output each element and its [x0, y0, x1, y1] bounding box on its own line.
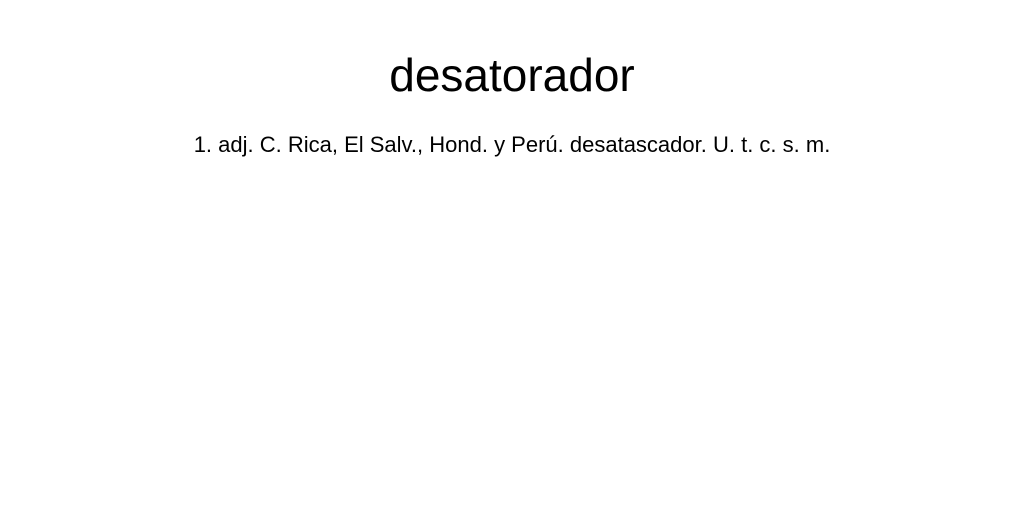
headword: desatorador [389, 49, 635, 101]
definition-text: 1. adj. C. Rica, El Salv., Hond. y Perú. desatascador. U. t. c. s. m. [193, 132, 831, 157]
